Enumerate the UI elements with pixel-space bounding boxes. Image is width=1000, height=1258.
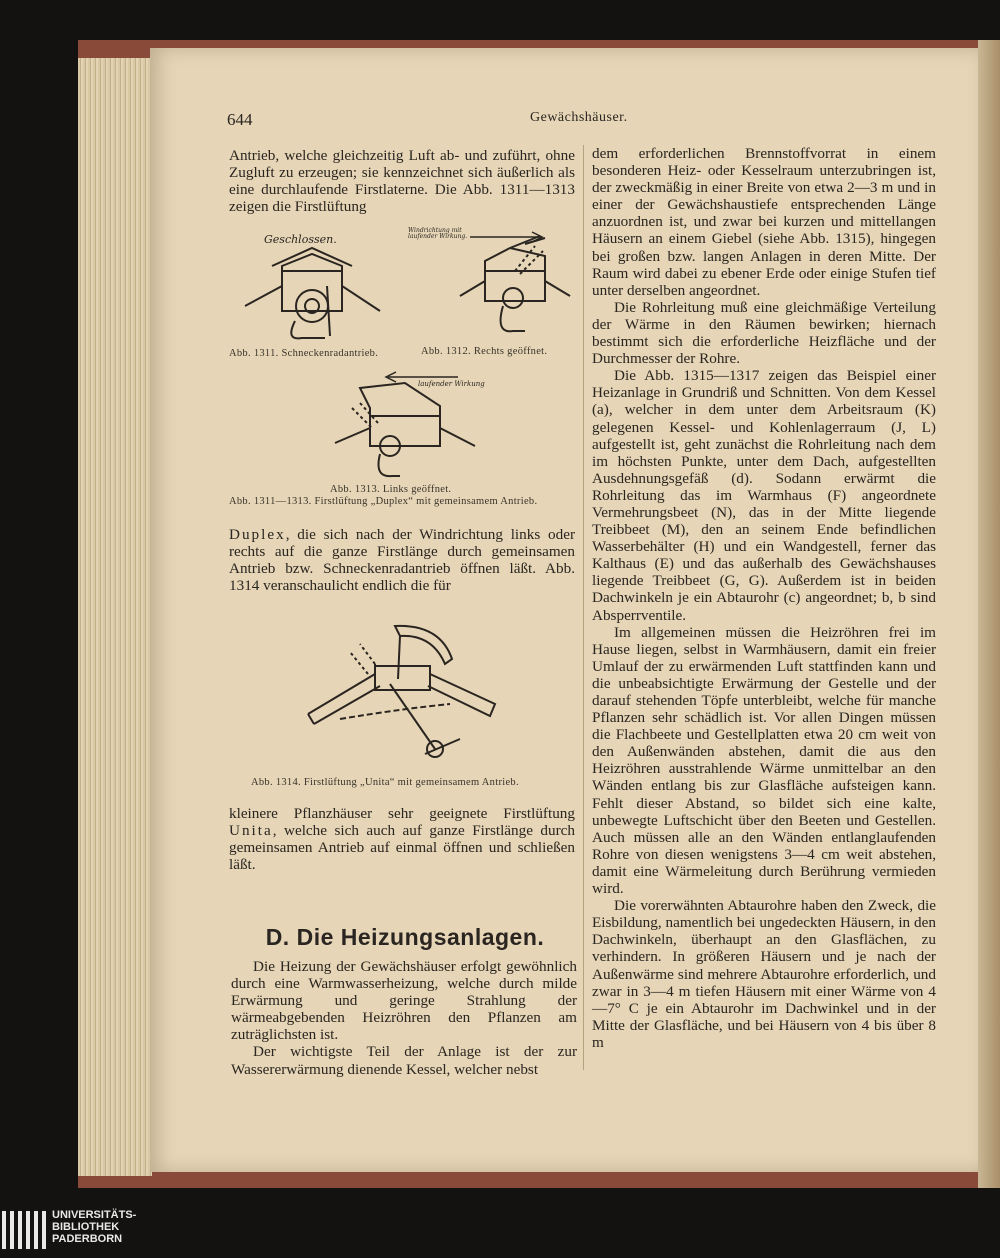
page-edge-right (978, 40, 1000, 1188)
wind-arrow-1312 (468, 230, 548, 244)
library-logo-text (52, 1209, 136, 1245)
left-paragraph-3 (229, 805, 575, 873)
running-head: Gewächshäuser. (530, 110, 628, 125)
logo-line-2: BIBLIOTHEK (52, 1221, 120, 1233)
caption-1314: Abb. 1314. Firstlüftung „Unita“ mit gemeinsamem Antrieb. (251, 777, 519, 788)
right-column (592, 145, 936, 1051)
right-text-5: Die vorerwähnten Abtaurohre haben den Zweck, die Eisbildung, namentlich bei ungedeckten Häusern, in den Dachwinkeln, überhaupt an den Glasflächen, zu verhindern. In größeren Häusern und je nach der Außenwärme sind mehrere Abtaurohre erforderlich, und zwar in 3—4 m tiefen Häusern mit einer Wärme von 4—7° C je ein Abtaurohr im Dachwinkel und in der Mitte der Glasfläche, und bei Häusern von 4 bis über 8 m (592, 897, 936, 1051)
right-text-1: dem erforderlichen Brennstoffvorrat in einem besonderen Heiz- oder Kesselraum unterzubringen ist, der zweckmäßig in einer Breite von etwa 2—3 m und in einer der Gewächshaustiefe entsprechenden Länge anzuordnen ist, und zwar bei kurzen und mittellangen Häusern an einem Giebel (siehe Abb. 1315), hingegen bei großen bzw. langen Anlagen in deren Mitte. Der Raum wird dabei zu ebener Erde oder einige Stufen tief unter derselben angeordnet. (592, 145, 936, 299)
handwritten-note-running: laufender Wirkung (418, 380, 485, 388)
caption-1312: Abb. 1312. Rechts geöffnet. (421, 346, 548, 357)
page-number: 644 (227, 110, 253, 129)
handwritten-note-wind: Windrichtung mit laufender Wirkung. (408, 227, 468, 240)
right-text-3: Die Abb. 1315—1317 zeigen das Beispiel einer Heizanlage in Grundriß und Schnitten. Von dem Kessel (a), welcher in dem unter dem Arbeitsraum (K) gelegenen Kessel- und Kohlenlagerraum (J, L) aufgestellt ist, geht zunächst die Rohrleitung nach dem im höchsten Punkte, unter dem Dach, aufgestellten Ausdehnungsgefäß (d). Sodann erwärmt die Rohrleitung das im Warmhaus (F) angeordnete Vermehrungsbeet (N), das in der Mitte liegende Treibbeet (M), den an seinem Ende befindlichen Wasserbehälter (H) und ein Wandgestell, ferner das Kalthaus (E) und das außerhalb des Gewächshauses liegende Treibbeet (G, G). Außerdem ist in beiden Dachwinkeln je ein Abtaurohr (c) angeordnet; b, b sind Absperrventile. (592, 367, 936, 624)
figure-1314 (300, 604, 505, 774)
figure-1313 (330, 378, 480, 483)
page-edges (78, 58, 152, 1176)
column-divider (583, 145, 584, 1070)
left-text-4: Die Heizung der Gewächshäuser erfolgt gewöhnlich durch eine Warmwasserheizung, welche durch milde Erwärmung und geringe Strahlung der wärmeabgebenden Heizröhren den Pflanzen am zuträglichsten ist. (231, 958, 577, 1044)
section-heading: D. Die Heizungsanlagen. (265, 924, 545, 950)
term-duplex: Duplex (229, 526, 286, 543)
logo-line-3: PADERBORN (52, 1233, 123, 1245)
right-text-2: Die Rohrleitung muß eine gleichmäßige Verteilung der Wärme in den Räumen bewirken; hiernach bestimmt sich die erforderliche Heizfläche und der Durchmesser der Rohre. (592, 298, 936, 368)
left-text-2: , die sich nach der Windrichtung links oder rechts auf die ganze Firstlänge durch gemeinsamen Antrieb bzw. Schneckenradantrieb öffnen läßt. Abb. 1314 veranschaulicht endlich die für (229, 526, 575, 595)
term-unita: Unita (229, 822, 273, 840)
left-paragraph-1 (229, 147, 575, 215)
left-paragraph-2 (229, 526, 575, 594)
left-text-3a: kleinere Pflanzhäuser sehr geeignete Firstlüftung (229, 805, 575, 822)
right-text-4: Im allgemeinen müssen die Heizröhren frei im Hause liegen, selbst in Warmhäusern, damit ein freier Umlauf der zu erwärmenden Luft stattfinden kann und die unbeabsichtigte Erwärmung der Gestelle und der darauf stehenden Töpfe unterbleibt, welche für manche Pflanzen sehr schädlich ist. Vor allen Dingen müssen die Flachbeete und Gestellplatten etwa 20 cm weit von den Außenwänden abstehen, damit die aus den Heizröhren ausstrahlende Wärme unmittelbar an den Wänden entlang bis zur Glasfläche aufsteigen kann. Fehlt dieser Abstand, so bildet sich eine kalte, unbewegte Luftschicht über den Beeten und Gestellen. Auch müssen alle an den Wänden entlanglaufenden Rohre von diesen wenigstens 3—4 cm weit abstehen, damit eine Wärmeleitung durch Berührung vermieden wird. (592, 623, 936, 898)
caption-1311: Abb. 1311. Schneckenradantrieb. (229, 348, 379, 359)
caption-1313: Abb. 1313. Links geöffnet. (330, 484, 452, 495)
caption-1311-1313: Abb. 1311—1313. Firstlüftung „Duplex“ mit gemeinsamem Antrieb. (229, 496, 538, 507)
left-text-1: Antrieb, welche gleichzeitig Luft ab- und zuführt, ohne Zugluft zu erzeugen; sie kennzeichnet sich äußerlich als eine durchlaufende Firstlaterne. Die Abb. 1311—1313 zeigen die Firstlüftung (229, 147, 575, 216)
figure-1312 (455, 226, 575, 346)
logo-line-1: UNIVERSITÄTS- (52, 1209, 137, 1221)
handwritten-note-closed: Geschlossen. (264, 233, 337, 246)
left-text-3b: , welche sich auch auf ganze Firstlänge durch gemeinsamen Antrieb auf einmal öffnen und schließen läßt. (229, 822, 575, 874)
left-paragraph-4 (231, 958, 577, 1078)
left-text-5: Der wichtigste Teil der Anlage ist der zur Wassererwärmung dienende Kessel, welcher nebst (231, 1043, 577, 1078)
